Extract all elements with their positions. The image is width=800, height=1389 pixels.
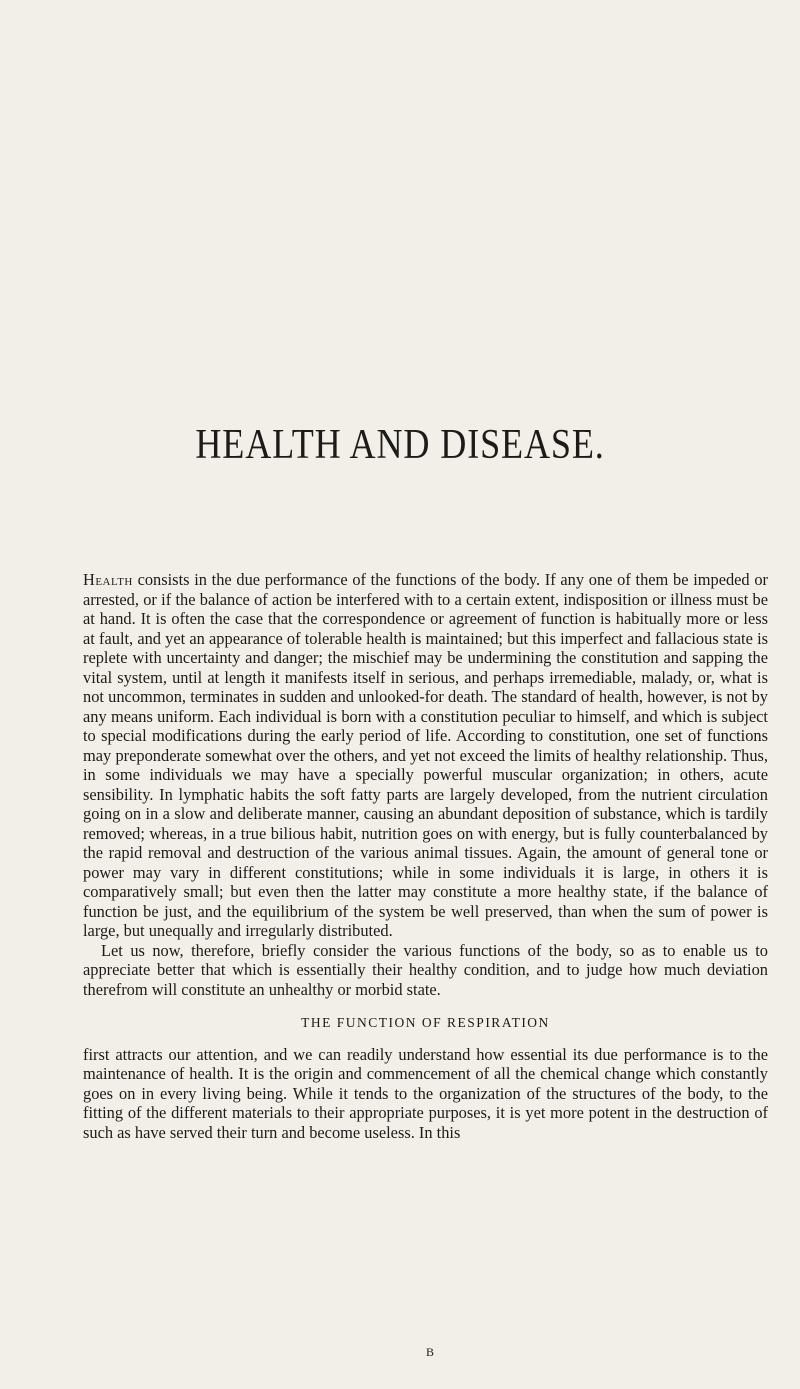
section-heading: THE FUNCTION OF RESPIRATION — [301, 1015, 550, 1030]
paragraph-health-text: consists in the due performance of the functions of the body. If any one of them be impeded or arrested, or if the balance of action be interfered with to a certain extent, indisposition or illness must be at hand. It is often the case that the correspondence or agreement of function is habitually more or less at fault, and yet an appearance of tolerable health is maintained; but this imperfect and fallacious state is replete with uncertainty and danger; the mischief may be undermining the constitution and sapping the vital system, until at length it manifests itself in serious, and perhaps irremediable, malady, or, what is not uncommon, terminates in sudden and unlooked-for death. The standard of health, however, is not by any means uniform. Each individual is born with a constitution peculiar to himself, and which is subject to special modifications during the early period of life. According to constitution, one set of functions may preponderate somewhat over the others, and yet not exceed the limits of healthy relationship. Thus, in some individuals we may have a specially powerful muscular organization; in others, acute sensibility. In lymphatic habits the soft fatty parts are largely developed, from the nutrient circulation going on in a slow and deliberate manner, causing an abundant deposition of substance, which is tardily removed; whereas, in a true bilious habit, nutrition goes on with energy, but is fully counterbalanced by the rapid removal and destruction of the various animal tissues. Again, the amount of general tone or power may vary in different constitutions; while in some individuals it is large, in others it is comparatively small; but even then the latter may constitute a more healthy state, if the balance of function be just, and the equilibrium of the system be well preserved, than when the sum of power is large, but unequally and irregularly distributed. — [83, 570, 768, 940]
signature-mark: B — [426, 1345, 435, 1359]
paragraph-health — [83, 570, 768, 941]
page-title: HEALTH AND DISEASE. — [195, 422, 605, 468]
paragraph-functions: Let us now, therefore, briefly consider the various functions of the body, so as to enable us to appreciate better that which is essentially their healthy condition, and to judge how much deviation therefrom will constitute an unhealthy or morbid state. — [83, 940, 768, 999]
body-text — [83, 570, 768, 1142]
paragraph-respiration: first attracts our attention, and we can readily understand how essential its due performance is to the maintenance of health. It is the origin and commencement of all the chemical change which constantly goes on in every living being. While it tends to the organization of the structures of the body, to the fitting of the different materials to their appropriate purposes, it is yet more potent in the destruction of such as have served their turn and become useless. In this — [83, 1044, 768, 1142]
lead-word: Health — [83, 570, 133, 589]
